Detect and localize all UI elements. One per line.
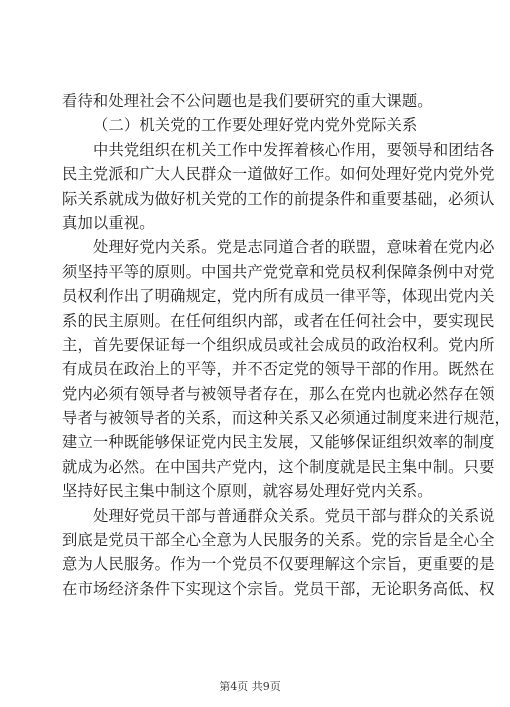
text-line: 真加以重视。: [62, 213, 155, 232]
text-line: 意为人民服务。作为一个党员不仅要理解这个宗旨，更重要的是: [62, 555, 495, 574]
text-line: 导者与被领导者的关系，而这种关系又必须通过制度来进行规范，: [62, 409, 510, 428]
text-line: 党内必须有领导者与被领导者存在，那么在党内也就必然存在领: [62, 384, 495, 403]
text-line: 有成员在政治上的平等，并不否定党的领导干部的作用。既然在: [62, 360, 495, 379]
text-line: 中共党组织在机关工作中发挥着核心作用，要领导和团结各: [93, 140, 495, 159]
page-number: 第4页 共9页: [219, 680, 281, 693]
text-line: 际关系就成为做好机关党的工作的前提条件和重要基础，必须认: [62, 189, 495, 208]
text-line: 主，首先要保证每一个组织成员或社会成员的政治权利。党内所: [62, 335, 495, 354]
text-line: 在市场经济条件下实现这个宗旨。党员干部，无论职务高低、权: [62, 579, 495, 598]
text-line: 民主党派和广大人民群众一道做好工作。如何处理好党内党外党: [62, 165, 495, 184]
text-line: 系的民主原则。在任何组织内部，或者在任何社会中，要实现民: [62, 311, 495, 330]
text-line: 到底是党员干部全心全意为人民服务的关系。党的宗旨是全心全: [62, 531, 495, 550]
text-line: 坚持好民主集中制这个原则，就容易处理好党内关系。: [62, 482, 433, 501]
text-line: 员权利作出了明确规定，党内所有成员一律平等，体现出党内关: [62, 287, 495, 306]
text-line: 就成为必然。在中国共产党内，这个制度就是民主集中制。只要: [62, 457, 495, 476]
body-text: [62, 89, 510, 601]
text-line: 须坚持平等的原则。中国共产党党章和党员权利保障条例中对党: [62, 262, 495, 281]
text-line: 处理好党员干部与普通群众关系。党员干部与群众的关系说: [93, 506, 495, 525]
text-line: 建立一种既能够保证党内民主发展，又能够保证组织效率的制度: [62, 433, 495, 452]
text-line: 处理好党内关系。党是志同道合者的联盟，意味着在党内必: [93, 238, 495, 257]
section-heading: （二）机关党的工作要处理好党内党外党际关系: [93, 116, 418, 135]
text-line: 看待和处理社会不公问题也是我们要研究的重大课题。: [62, 92, 433, 110]
